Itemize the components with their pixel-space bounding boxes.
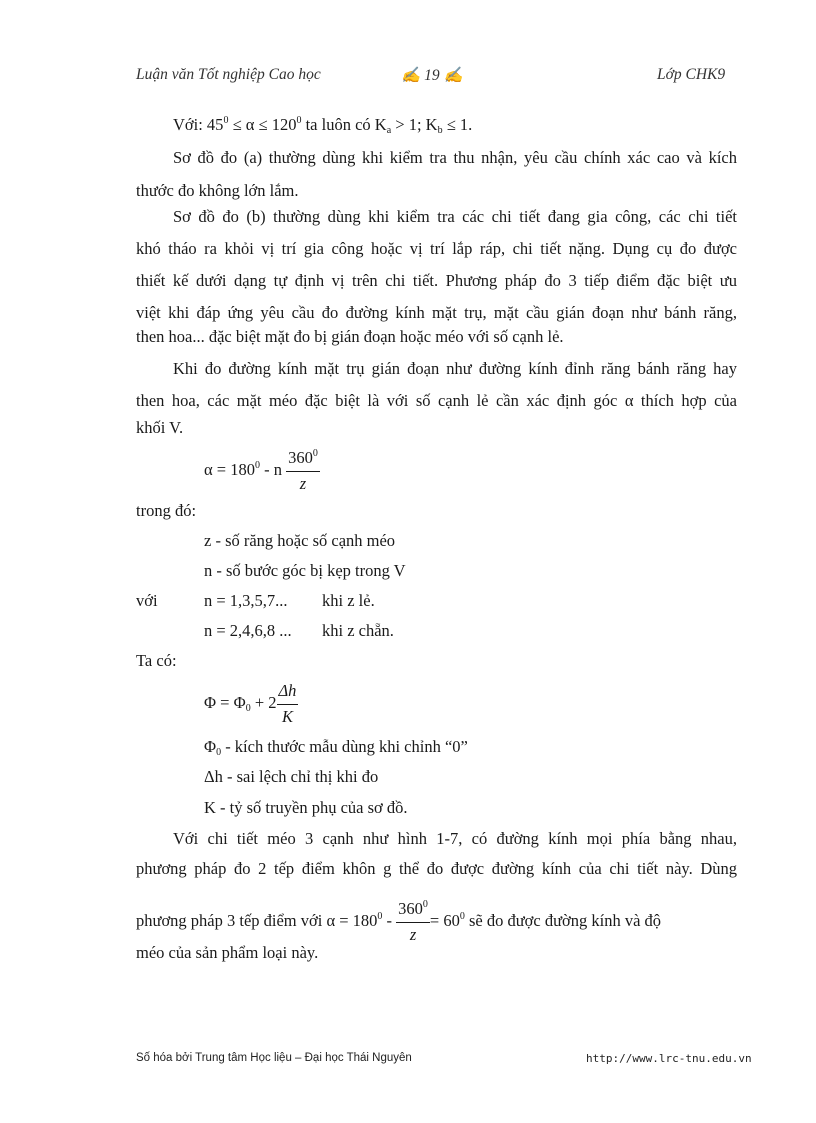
paragraph-line: việt khi đáp ứng yêu cầu đo đường kính mặt trụ, mặt cầu gián đoạn như bánh răng, <box>136 303 737 322</box>
paragraph-line: thước đo không lớn lắm. <box>136 181 299 200</box>
footer-url[interactable]: http://www.lrc-tnu.edu.vn <box>586 1052 752 1065</box>
paragraph-line: thiết kế dưới dạng tự định vị trên chi tiết. Phương pháp đo 3 tiếp điểm đặc biệt ưu <box>136 271 737 290</box>
where-label: trong đó: <box>136 501 197 520</box>
header-class: Lớp CHK9 <box>657 66 726 83</box>
n-odd-values: n = 1,3,5,7... <box>204 591 288 610</box>
paragraph-line: Với chi tiết méo 3 cạnh như hình 1-7, có đường kính mọi phía bằng nhau, <box>173 829 737 848</box>
page-number: ✍ 19 ✍ <box>401 67 463 84</box>
paragraph-line: khối V. <box>136 418 184 437</box>
condition-line: Với: $45^0 \le \alpha \le 120^0$ ta luôn có $K_a > 1$; $K_b \le 1$. <box>173 115 473 136</box>
header-title: Luận văn Tốt nghiệp Cao học <box>136 66 321 83</box>
fraction: $\frac{360^0}{z}$ <box>288 448 318 493</box>
footer-credit: Số hóa bởi Trung tâm Học liệu – Đại học Thái Nguyên <box>136 1052 412 1064</box>
paragraph-line: then hoa, các mặt méo đặc biệt là với số cạnh lẻ cần xác định góc α thích hợp của <box>136 391 737 410</box>
fraction: $\frac{360^0}{z}$ <box>398 899 428 944</box>
paragraph-line: Sơ đồ đo (b) thường dùng khi kiểm tra các chi tiết đang gia công, các chi tiết <box>173 207 737 226</box>
paragraph-line: phương pháp đo 2 tếp điểm khôn g thể đo được đường kính của chi tiết này. Dùng <box>136 859 737 878</box>
n-definition: n - số bước góc bị kẹp trong V <box>204 561 406 580</box>
with-label: với <box>136 591 158 610</box>
paragraph-line: Sơ đồ đo (a) thường dùng khi kiểm tra thu nhận, yêu cầu chính xác cao và kích <box>173 148 737 167</box>
n-even-values: n = 2,4,6,8 ... <box>204 621 292 640</box>
alpha-formula: $\alpha = 180^0 - n$ $\frac{360^0}{z}$ <box>204 448 318 493</box>
paragraph-line: then hoa... đặc biệt mặt đo bị gián đoạn hoặc méo với số cạnh lẻ. <box>136 327 564 346</box>
z-definition: z - số răng hoặc số cạnh méo <box>204 531 396 550</box>
n-even-note: khi z chẵn. <box>322 621 394 640</box>
fraction: $\frac{\Delta h}{K}$ <box>278 681 297 726</box>
paragraph-line: khó tháo ra khỏi vị trí gia công hoặc vị trí lắp ráp, chi tiết nặng. Dụng cụ đo được <box>136 239 737 258</box>
n-odd-note: khi z lẻ. <box>322 591 375 610</box>
dh-definition: Δh - sai lệch chỉ thị khi đo <box>204 767 379 786</box>
result-formula-line: phương pháp 3 tếp điểm với $\alpha = 180^0$ - $\frac{360^0}{z}$ = $60^0$ sẽ đo được đường kính và độ <box>136 899 662 944</box>
k-definition: K - tỷ số truyền phụ của sơ đồ. <box>204 798 408 817</box>
phi-formula: $\Phi = \Phi_0 + 2$ $\frac{\Delta h}{K}$ <box>204 681 297 726</box>
phi0-definition: $\Phi_0$ - kích thước mẫu dùng khi chỉnh “0” <box>204 737 468 758</box>
we-have-label: Ta có: <box>136 651 177 670</box>
paragraph-line: méo của sản phẩm loại này. <box>136 943 319 962</box>
paragraph-line: Khi đo đường kính mặt trụ gián đoạn như đường kính đỉnh răng bánh răng hay <box>173 359 737 378</box>
